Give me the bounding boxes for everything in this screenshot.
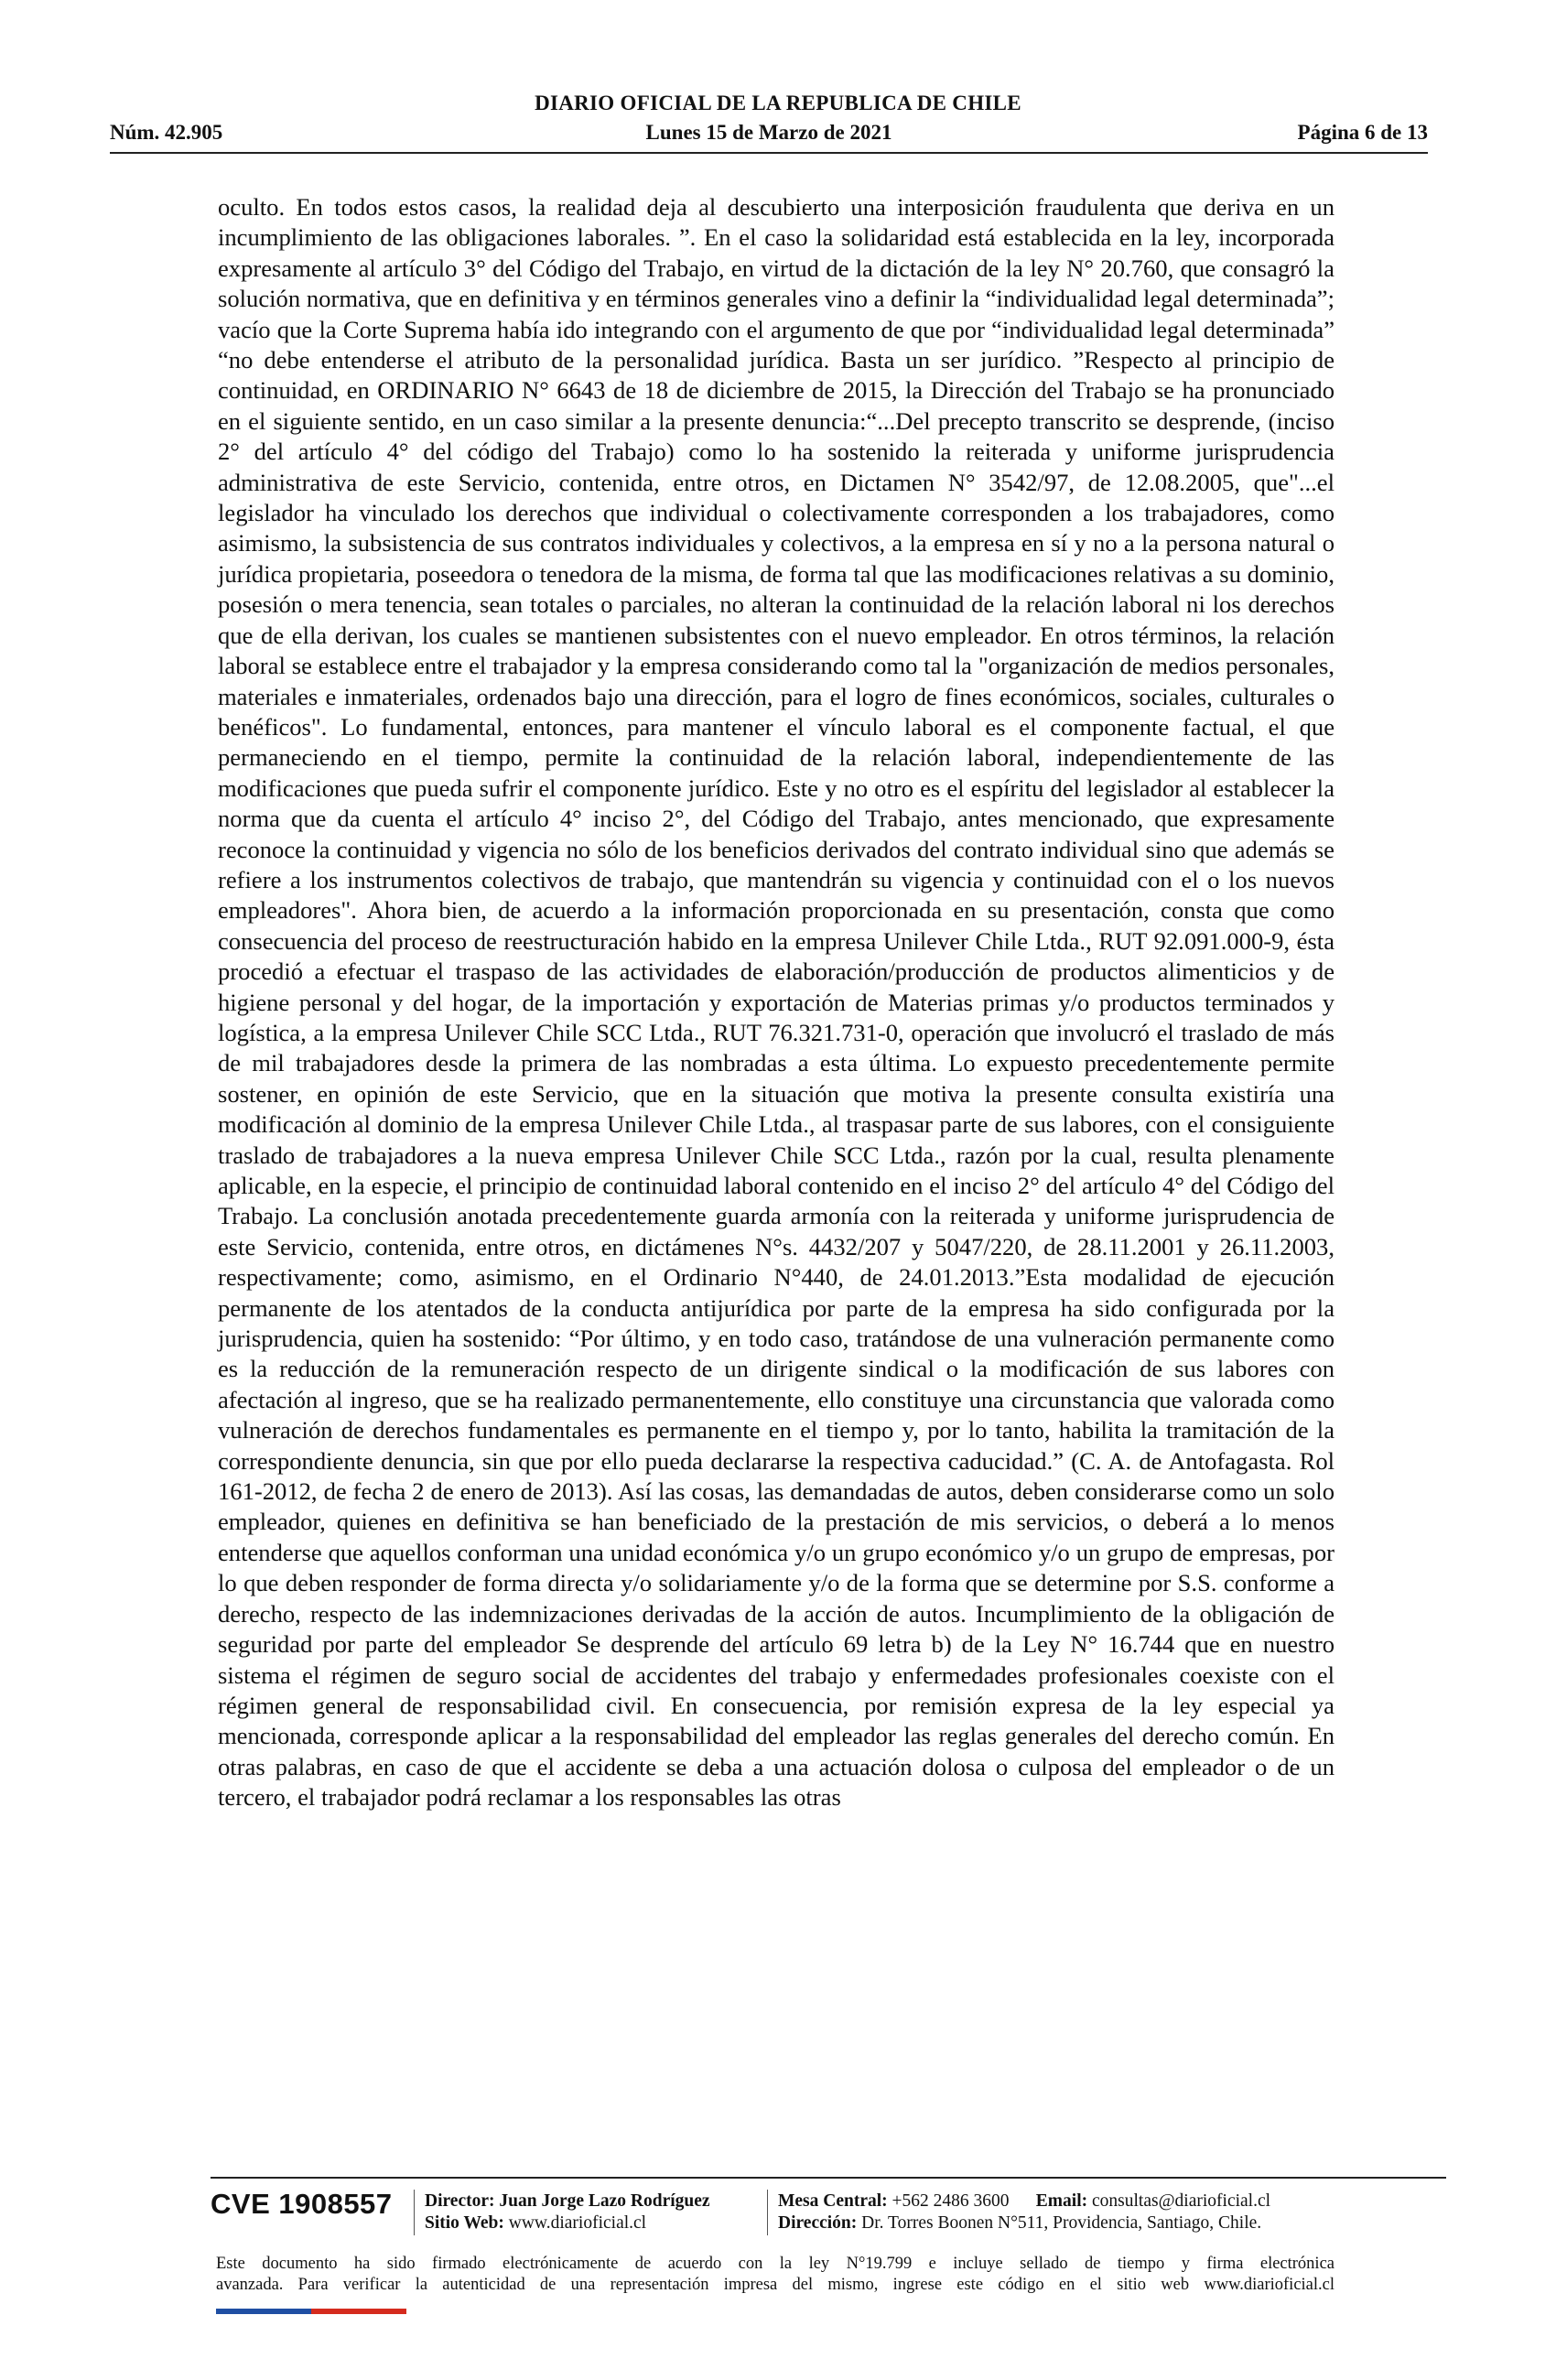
site-label: Sitio Web: (425, 2213, 504, 2233)
issue-number: Núm. 42.905 (110, 121, 223, 144)
publication-title: DIARIO OFICIAL DE LA REPUBLICA DE CHILE (535, 92, 1021, 114)
footer-contact-block (778, 2191, 1270, 2234)
document-body (218, 192, 1334, 1813)
email-link[interactable]: consultas@diarioficial.cl (1092, 2191, 1271, 2211)
phone-label: Mesa Central: (778, 2191, 888, 2211)
flag-red-segment (311, 2309, 406, 2314)
chile-flag-stripe (216, 2309, 406, 2314)
address-value: Dr. Torres Boonen N°511, Providencia, Santiago, Chile. (861, 2213, 1262, 2233)
header-divider (110, 152, 1428, 154)
site-link[interactable]: www.diarioficial.cl (508, 2213, 647, 2233)
email-label: Email: (1035, 2191, 1088, 2211)
body-paragraph: oculto. En todos estos casos, la realidad deja al descubierto una interposición fraudulenta que deriva en un incumplimiento de las obligaciones laborales. ”. En el caso la solidaridad está establecida en la ley, incorporada expresamente al artículo 3° del Código del Trabajo, en virtud de la dictación de la ley N° 20.760, que consagró la solución normativa, que en definitiva y en términos generales vino a definir la “individualidad legal determinada”; vacío que la Corte Suprema había ido integrando con el argumento de que por “individualidad legal determinada” “no debe entenderse el atributo de la personalidad jurídica. Basta un ser jurídico. ”Respecto al principio de continuidad, en ORDINARIO N° 6643 de 18 de diciembre de 2015, la Dirección del Trabajo se ha pronunciado en el siguiente sentido, en un caso similar a la presente denuncia:“...Del precepto transcrito se desprende, (inciso 2° del artículo 4° del código del Trabajo) como lo ha sostenido la reiterada y uniforme jurisprudencia administrativa de este Servicio, contenida, entre otros, en Dictamen N° 3542/97, de 12.08.2005, que"...el legislador ha vinculado los derechos que individual o colectivamente corresponden a los trabajadores, como asimismo, la subsistencia de sus contratos individuales y colectivos, a la empresa en sí y no a la persona natural o jurídica propietaria, poseedora o tenedora de la misma, de forma tal que las modificaciones relativas a su dominio, posesión o mera tenencia, sean totales o parciales, no alteran la continuidad de la relación laboral ni los derechos que de ella derivan, los cuales se mantienen subsistentes con el nuevo empleador. En otros términos, la relación laboral se establece entre el trabajador y la empresa considerando como tal la "organización de medios personales, materiales e inmateriales, ordenados bajo una dirección, para el logro de fines económicos, sociales, culturales o benéficos". Lo fundamental, entonces, para mantener el vínculo laboral es el componente factual, el que permaneciendo en el tiempo, permite la continuidad de la relación laboral, independientemente de las modificaciones que pueda sufrir el componente jurídico. Este y no otro es el espíritu del legislador al establecer la norma que da cuenta el artículo 4° inciso 2°, del Código del Trabajo, antes mencionado, que expresamente reconoce la continuidad y vigencia no sólo de los beneficios derivados del contrato individual sino que además se refiere a los instrumentos colectivos de trabajo, que mantendrán su vigencia y continuidad con el o los nuevos empleadores". Ahora bien, de acuerdo a la información proporcionada en su presentación, consta que como consecuencia del proceso de reestructuración habido en la empresa Unilever Chile Ltda., RUT 92.091.000-9, ésta procedió a efectuar el traspaso de las actividades de elaboración/producción de productos alimenticios y de higiene personal y del hogar, de la importación y exportación de Materias primas y/o productos terminados y logística, a la empresa Unilever Chile SCC Ltda., RUT 76.321.731-0, operación que involucró el traslado de más de mil trabajadores desde la primera de las nombradas a esta última. Lo expuesto precedentemente permite sostener, en opinión de este Servicio, que en la situación que motiva la presente consulta existiría una modificación al dominio de la empresa Unilever Chile Ltda., al traspasar parte de sus labores, con el consiguiente traslado de trabajadores a la nueva empresa Unilever Chile SCC Ltda., razón por la cual, resulta plenamente aplicable, en la especie, el principio de continuidad laboral contenido en el inciso 2° del artículo 4° del Código del Trabajo. La conclusión anotada precedentemente guarda armonía con la reiterada y uniforme jurisprudencia de este Servicio, contenida, entre otros, en dictámenes N°s. 4432/207 y 5047/220, de 28.11.2001 y 26.11.2003, respectivamente; como, asimismo, en el Ordinario N°440, de 24.01.2013.”Esta modalidad de ejecución permanente de los atentados de la conducta antijurídica por parte de la empresa ha sido configurada por la jurisprudencia, quien ha sostenido: “Por último, y en todo caso, tratándose de una vulneración permanente como es la reducción de la remuneración respecto de un dirigente sindical o la modificación de sus labores con afectación al ingreso, que se ha realizado permanentemente, ello constituye una circunstancia que valorada como vulneración de derechos fundamentales es permanente en el tiempo y, por lo tanto, habilita la tramitación de la correspondiente denuncia, sin que por ello pueda declararse la respectiva caducidad.” (C. A. de Antofagasta. Rol 161-2012, de fecha 2 de enero de 2013). Así las cosas, las demandadas de autos, deben considerarse como un solo empleador, quienes en definitiva se han beneficiado de la prestación de mis servicios, o deberá a lo menos entenderse que aquellos conforman una unidad económica y/o un grupo económico y/o un grupo de empresas, por lo que deben responder de forma directa y/o solidariamente y/o de la forma que se determine por S.S. conforme a derecho, respecto de las indemnizaciones derivadas de la acción de autos. Incumplimiento de la obligación de seguridad por parte del empleador Se desprende del artículo 69 letra b) de la Ley N° 16.744 que en nuestro sistema el régimen de seguro social de accidentes del trabajo y enfermedades profesionales coexiste con el régimen general de responsabilidad civil. En consecuencia, por remisión expresa de la ley especial ya mencionada, corresponde aplicar a la responsabilidad del empleador las reglas generales del derecho común. En otras palabras, en caso de que el accidente se deba a una actuación dolosa o culposa del empleador o de un tercero, el trabajador podrá reclamar a los responsables las otras (218, 193, 1334, 1812)
footer-separator (767, 2190, 768, 2235)
legal-notice (216, 2254, 1334, 2296)
phone-value: +562 2486 3600 (891, 2191, 1010, 2211)
director-label: Director: (425, 2191, 495, 2211)
page-indicator: Página 6 de 13 (1297, 121, 1428, 144)
footer-divider (211, 2177, 1446, 2179)
legal-line-2: avanzada. Para verificar la autenticidad de una representación impresa del mismo, ingrese este código en el sitio web www.diarioficial.cl (216, 2276, 1334, 2294)
publication-date: Lunes 15 de Marzo de 2021 (645, 121, 892, 144)
footer-director-block (425, 2191, 710, 2234)
cve-code: CVE 1908557 (211, 2188, 393, 2220)
director-name: Juan Jorge Lazo Rodríguez (499, 2191, 710, 2211)
flag-blue-segment (216, 2309, 311, 2314)
footer-separator (414, 2190, 415, 2235)
address-label: Dirección: (778, 2213, 858, 2233)
legal-line-1: Este documento ha sido firmado electrónicamente de acuerdo con la ley N°19.799 e incluye sellado de tiempo y firma electrónica (216, 2255, 1334, 2273)
